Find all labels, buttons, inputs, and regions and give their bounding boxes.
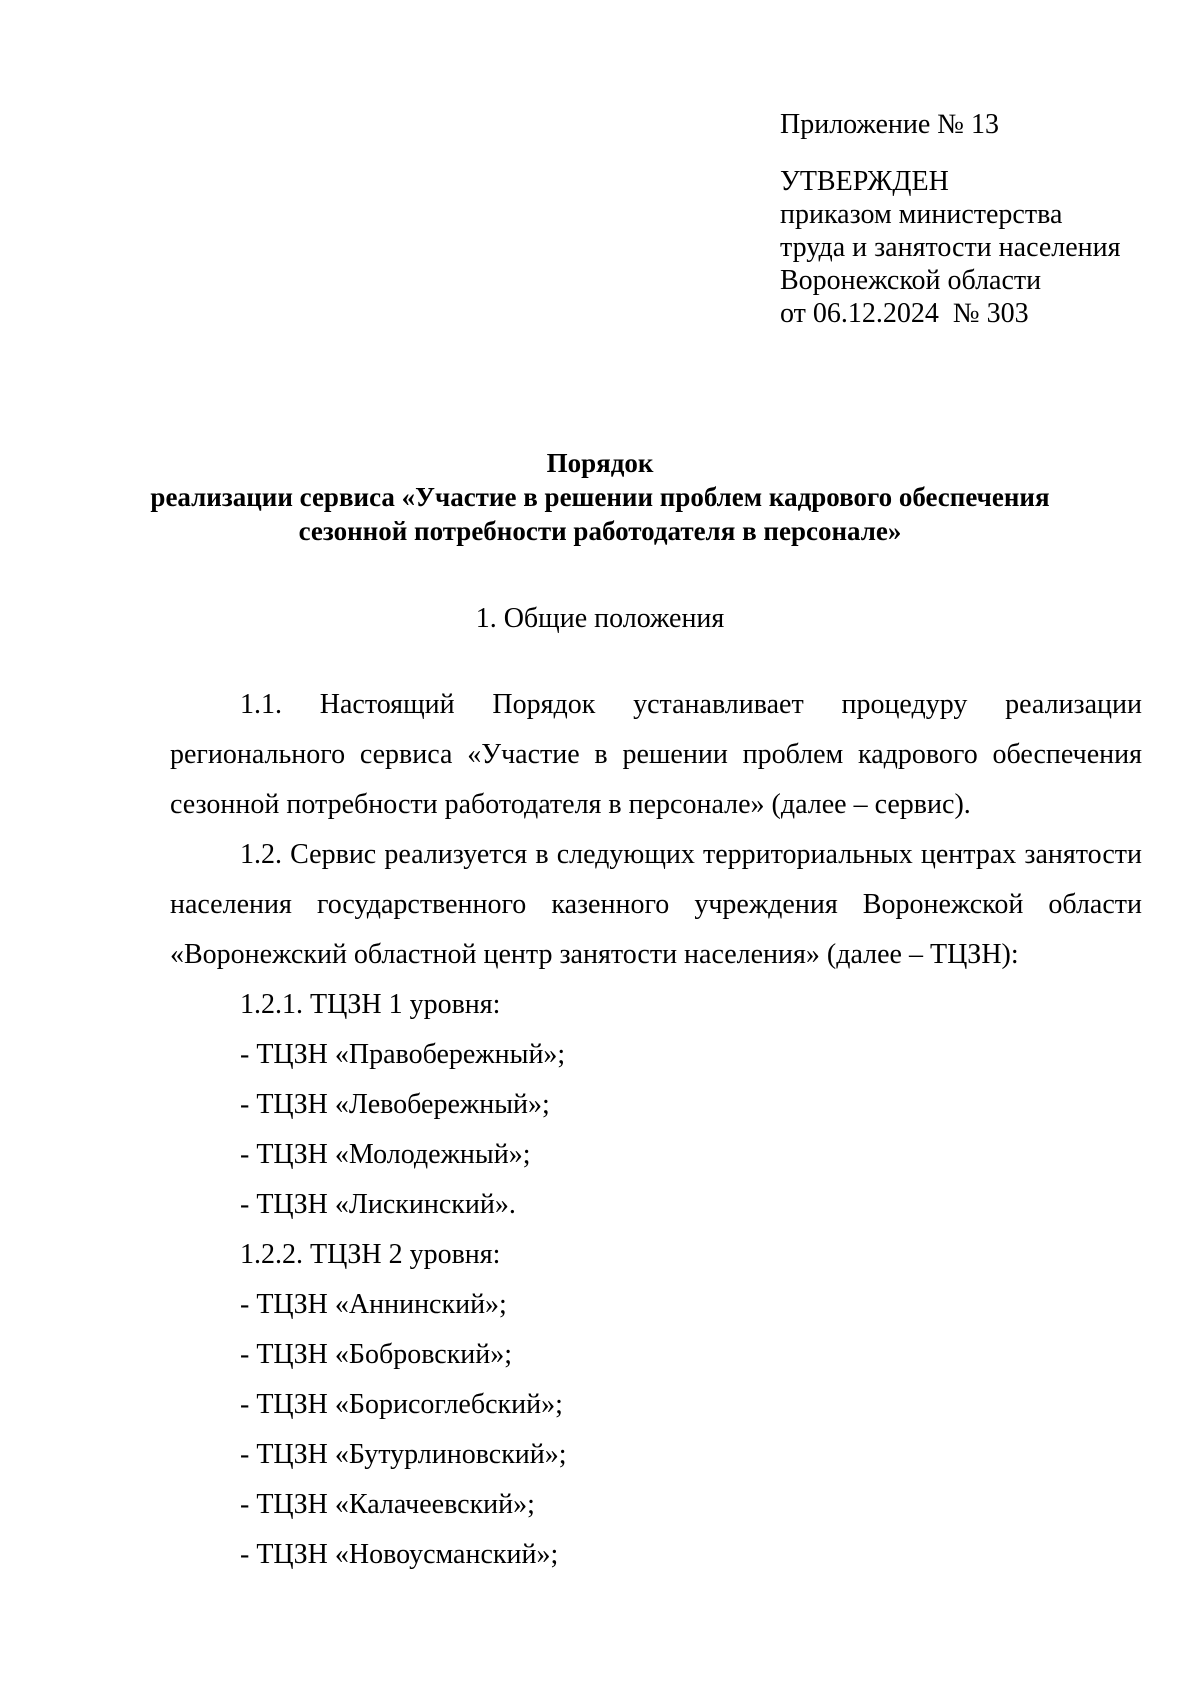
list-item: - ТЦЗН «Калачеевский»; (240, 1489, 535, 1520)
order-line-2: труда и занятости населения (780, 232, 1121, 263)
approved-label: УТВЕРЖДЕН (780, 166, 949, 197)
order-line-1: приказом министерства (780, 199, 1063, 230)
document-title (150, 446, 1050, 548)
paragraph-1-2: 1.2. Сервис реализуется в следующих территориальных центрах занятости населения государственного казенного учреждения Воронежской области «Воронежский областной центр занятости населения» (далее – ТЦЗН): (170, 839, 1142, 970)
list-item: - ТЦЗН «Правобережный»; (240, 1039, 566, 1070)
title-line-3: сезонной потребности работодателя в персонале» (298, 516, 902, 546)
order-date-number: от 06.12.2024 № 303 (780, 298, 1029, 329)
approval-block (780, 108, 1121, 330)
title-line-2: реализации сервиса «Участие в решении проблем кадрового обеспечения (150, 482, 1050, 512)
list-item: - ТЦЗН «Борисоглебский»; (240, 1389, 563, 1420)
annex-number: Приложение № 13 (780, 109, 999, 140)
list-item: - ТЦЗН «Молодежный»; (240, 1139, 531, 1170)
list-item: - ТЦЗН «Новоусманский»; (240, 1539, 559, 1570)
order-line-3: Воронежской области (780, 265, 1042, 296)
list-item: - ТЦЗН «Левобережный»; (240, 1089, 550, 1120)
list-item: - ТЦЗН «Лискинский». (240, 1189, 516, 1220)
level-2-heading: 1.2.2. ТЦЗН 2 уровня: (240, 1239, 501, 1270)
section-heading: 1. Общие положения (475, 603, 725, 634)
document-body (170, 680, 1142, 1580)
list-item: - ТЦЗН «Аннинский»; (240, 1289, 507, 1320)
paragraph-1-1: 1.1. Настоящий Порядок устанавливает процедуру реализации регионального сервиса «Участие в решении проблем кадрового обеспечения сезонной потребности работодателя в персонале» (далее – сервис). (170, 689, 1142, 820)
level-1-heading: 1.2.1. ТЦЗН 1 уровня: (240, 989, 501, 1020)
title-line-1: Порядок (546, 448, 654, 478)
list-item: - ТЦЗН «Бобровский»; (240, 1339, 513, 1370)
list-item: - ТЦЗН «Бутурлиновский»; (240, 1439, 567, 1470)
